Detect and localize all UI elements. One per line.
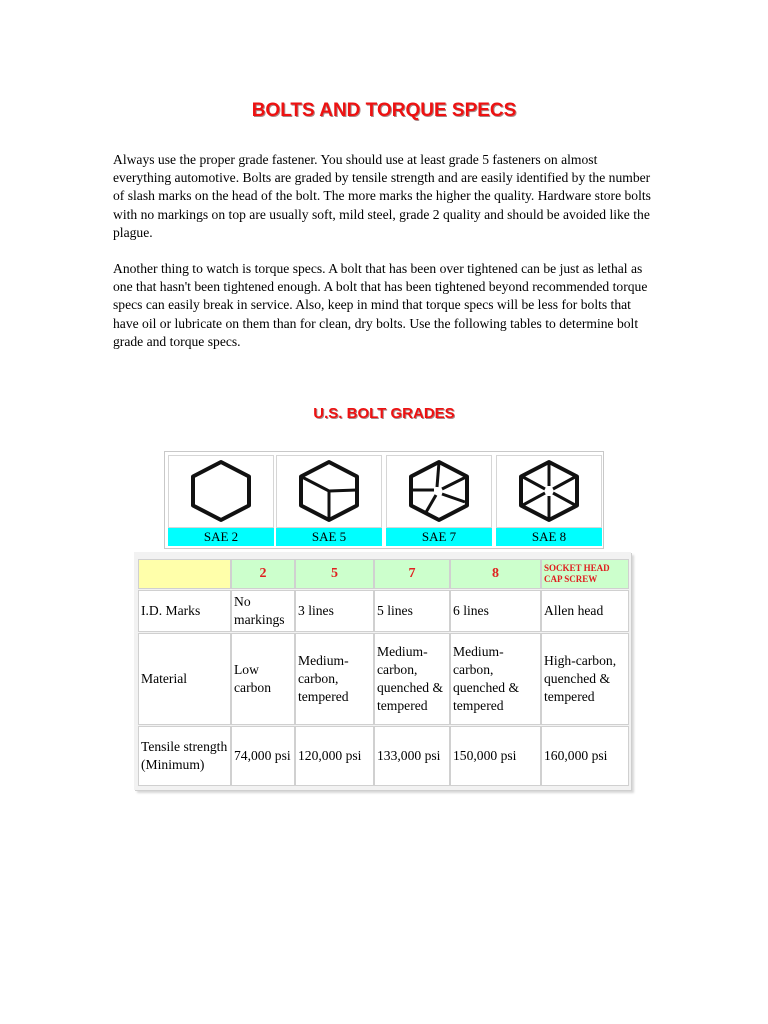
table-cell: Low carbon [231, 633, 295, 725]
section-title: U.S. BOLT GRADES [313, 405, 455, 422]
hexagon-3-lines-icon [277, 456, 381, 527]
grade-label: SAE 5 [276, 528, 382, 546]
header-cell-grade-2: 2 [231, 559, 295, 589]
grade-label: SAE 2 [168, 528, 274, 546]
bolt-grade-table [134, 552, 631, 790]
table-cell: Medium-carbon, quenched & tempered [374, 633, 450, 725]
hexagon-6-lines-icon [497, 456, 601, 527]
hexagon-no-marks-icon [169, 456, 273, 527]
intro-paragraph: Always use the proper grade fastener. You should use at least grade 5 fasteners on almost everything automotive. Bolts are graded by tensile strength and are easily identified by the number of slash marks on the head of the bolt. The more marks the higher the quality. Hardware store bolts with no markings on top are usually soft, mild steel, grade 2 quality and should be avoided like the plague. [113, 152, 651, 240]
row-label-tensile-strength: Tensile strength (Minimum) [138, 726, 231, 786]
page-title: BOLTS AND TORQUE SPECS [251, 100, 517, 121]
table-cell: High-carbon, quenched & tempered [541, 633, 629, 725]
grade-image-cell [276, 455, 382, 528]
table-cell: Medium-carbon, quenched & tempered [450, 633, 541, 725]
header-cell-grade-5: 5 [295, 559, 374, 589]
header-cell-blank [138, 559, 231, 589]
table-cell: No markings [231, 590, 295, 632]
table-cell: Allen head [541, 590, 629, 632]
grade-image-cell [386, 455, 492, 528]
header-cell-grade-8: 8 [450, 559, 541, 589]
bolt-grade-images [164, 451, 604, 549]
table-cell: 133,000 psi [374, 726, 450, 786]
row-label-id-marks: I.D. Marks [138, 590, 231, 632]
table-cell: 120,000 psi [295, 726, 374, 786]
table-cell: 74,000 psi [231, 726, 295, 786]
header-cell-grade-7: 7 [374, 559, 450, 589]
table-cell: 5 lines [374, 590, 450, 632]
grade-label: SAE 8 [496, 528, 602, 546]
hexagon-5-lines-icon [387, 456, 491, 527]
grade-image-cell [496, 455, 602, 528]
table-cell: 160,000 psi [541, 726, 629, 786]
table-cell: Medium-carbon, tempered [295, 633, 374, 725]
header-cell-socket-head: SOCKET HEAD CAP SCREW [541, 559, 629, 589]
grade-image-cell [168, 455, 274, 528]
table-cell: 3 lines [295, 590, 374, 632]
grade-label: SAE 7 [386, 528, 492, 546]
row-label-material: Material [138, 633, 231, 725]
table-cell: 6 lines [450, 590, 541, 632]
torque-paragraph: Another thing to watch is torque specs. A bolt that has been over tightened can be just as lethal as one that hasn't been tightened enough. A bolt that has been tightened beyond recommended torque specs can easily break in service. Also, keep in mind that torque specs will be less for bolts that have oil or lubricate on them than for clean, dry bolts. Use the following tables to determine bolt grade and torque specs. [113, 261, 648, 349]
table-cell: 150,000 psi [450, 726, 541, 786]
